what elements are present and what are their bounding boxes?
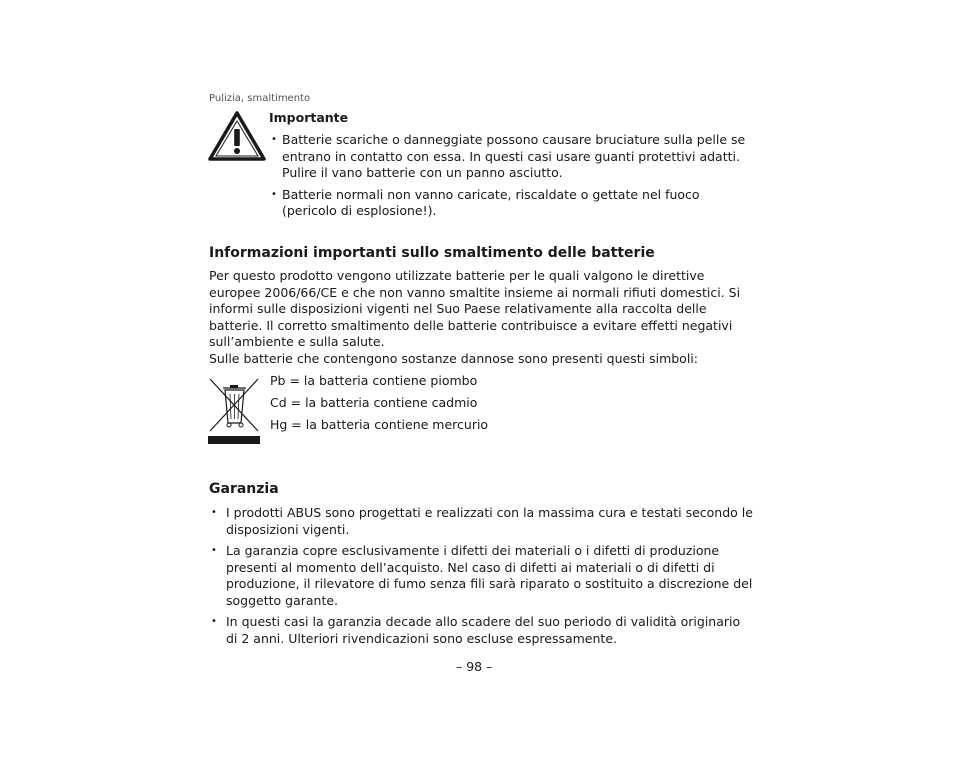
warranty-item: • La garanzia copre esclusivamente i difetti dei materiali o i difetti di produzione presenti al momento dell’acquisto. Nel caso di difetti ai materiali o di difetti di produzione, il rilevatore di fumo senza fili sarà riparato o sostituito a discrezione del soggetto garante.: [209, 543, 754, 609]
warranty-heading: Garanzia: [209, 481, 279, 497]
warranty-item: • In questi casi la garanzia decade allo scadere del suo periodo di validità originario di 2 anni. Ulteriori rivendicazioni sono escluse espressamente.: [209, 614, 754, 647]
warning-list: [269, 132, 749, 225]
disposal-paragraph: Per questo prodotto vengono utilizzate batterie per le quali valgono le direttive europee 2006/66/CE e che non vanno smaltite insieme ai normali rifiuti domestici. Si informi sulle disposizioni vigenti nel Suo Paese relativamente alla raccolta delle batterie. Il corretto smaltimento delle batterie contribuisce a evitare effetti negativi sull’ambiente e sulla salute.: [209, 268, 741, 349]
symbol-pb: Pb = la batteria contiene piombo: [270, 373, 478, 388]
page-number: – 98 –: [456, 659, 493, 674]
crossed-out-bin-icon: [208, 376, 260, 444]
warning-item: • Batterie scariche o danneggiate possono causare bruciature sulla pelle se entrano in contatto con essa. In questi casi usare guanti protettivi adatti. Pulire il vano batterie con un panno asciutto.: [269, 132, 749, 182]
section-header: Pulizia, smaltimento: [209, 93, 311, 104]
warning-triangle-icon: [208, 111, 266, 161]
warning-title: Importante: [269, 110, 349, 125]
symbol-cd: Cd = la batteria contiene cadmio: [270, 395, 478, 410]
warning-item: • Batterie normali non vanno caricate, riscaldate o gettate nel fuoco (pericolo di esplosione!).: [269, 187, 749, 220]
symbol-hg: Hg = la batteria contiene mercurio: [270, 417, 489, 432]
symbols-intro: Sulle batterie che contengono sostanze dannose sono presenti questi simboli:: [209, 350, 698, 366]
warranty-list: [209, 505, 754, 652]
disposal-text: [209, 268, 754, 367]
disposal-heading: Informazioni importanti sullo smaltimento delle batterie: [209, 245, 655, 261]
warranty-item: • I prodotti ABUS sono progettati e realizzati con la massima cura e testati secondo le disposizioni vigenti.: [209, 505, 754, 538]
